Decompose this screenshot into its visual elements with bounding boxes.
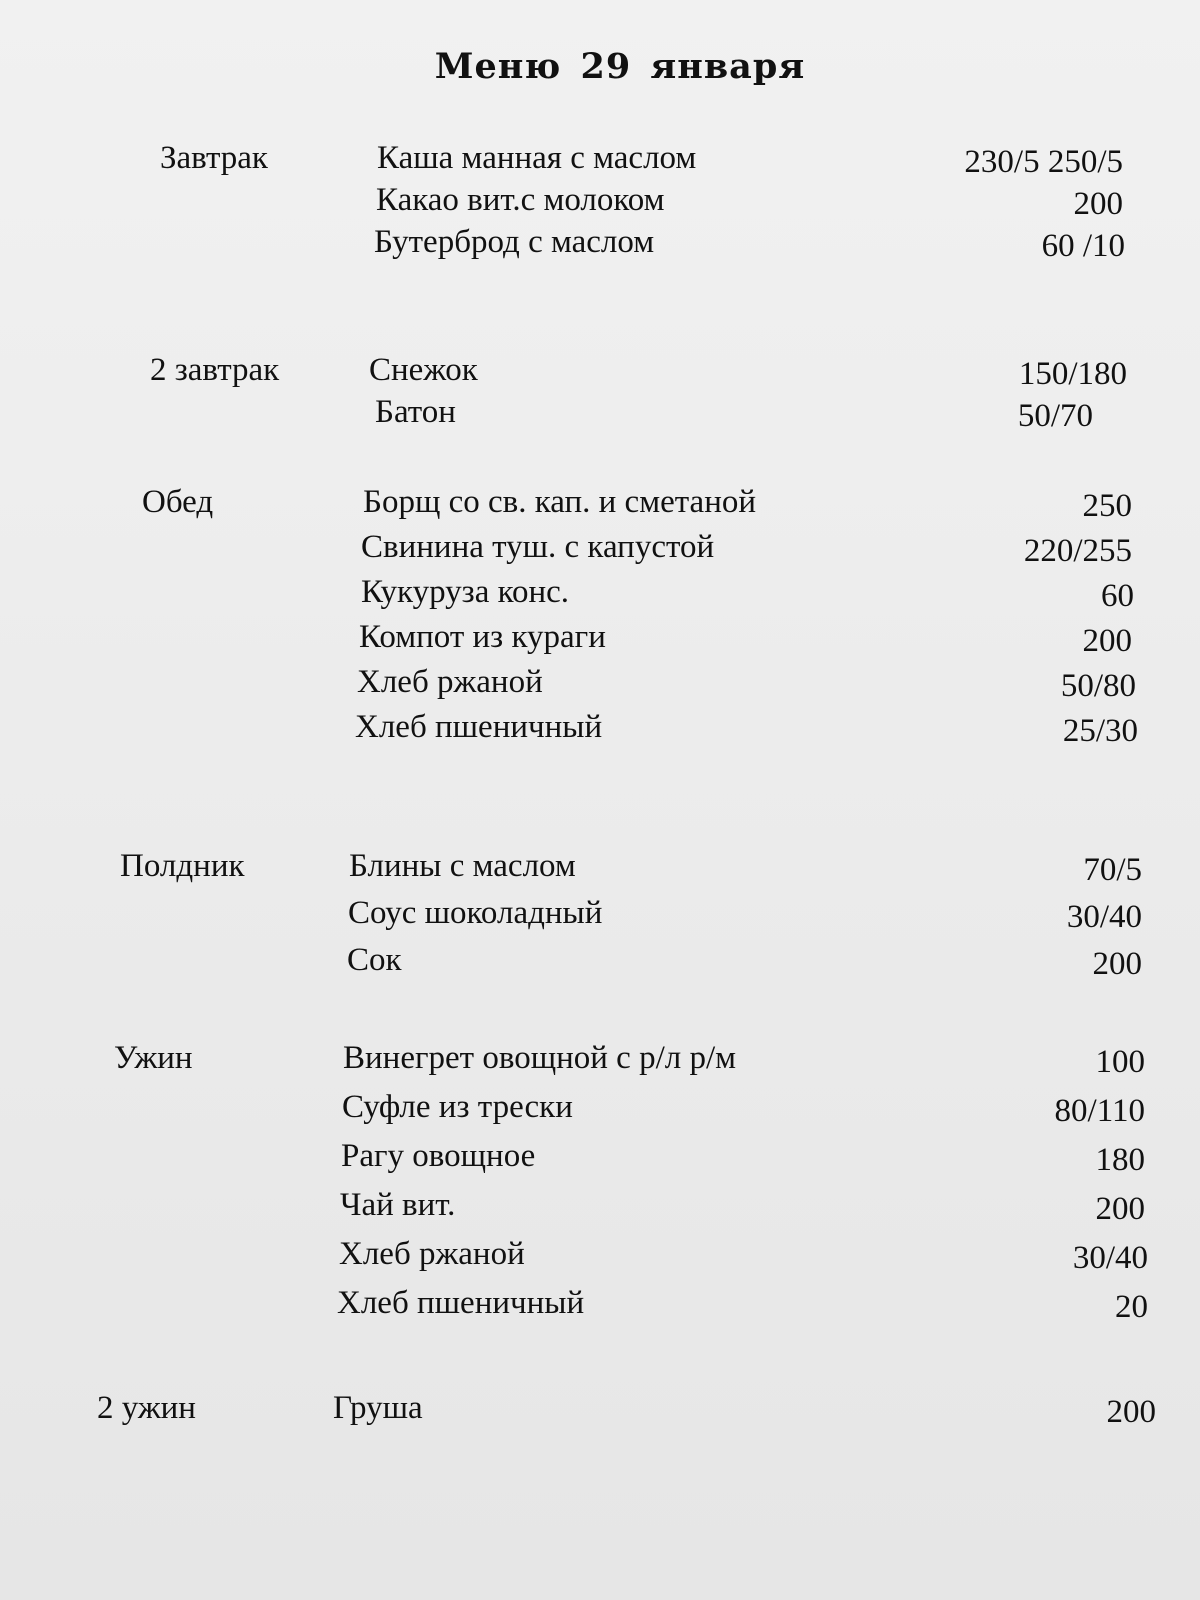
dish-name: Рагу овощное [341,1138,536,1174]
dish-name: Бутерброд с маслом [374,224,655,260]
dish-portion: 200 [1095,1191,1145,1227]
dish-name: Кукуруза конс. [361,574,570,610]
dish-portion: 180 [1095,1142,1145,1178]
dish-portion: 50/70 [1017,398,1093,434]
dish-portion: 70/5 [1083,852,1142,888]
menu-item [0,574,1200,619]
menu-item [0,1285,1200,1334]
dish-name: Хлеб пшеничный [337,1285,585,1321]
dish-portion: 25/30 [1062,713,1138,749]
menu-item [0,1390,1200,1432]
dish-list [0,484,1200,754]
menu-item [0,484,1200,529]
dish-list [0,140,1200,266]
menu-item [0,394,1200,436]
dish-portion: 200 [1082,623,1132,659]
dish-portion: 230/5 250/5 [964,144,1123,180]
menu-item [0,664,1200,709]
dish-name: Борщ со св. кап. и сметаной [363,484,757,520]
meal-name: Ужин [114,1040,193,1076]
menu-item [0,848,1200,895]
dish-portion: 20 [1115,1289,1148,1325]
dish-portion: 60 [1101,578,1134,614]
dish-portion: 200 [1073,186,1123,222]
dish-portion: 250 [1082,488,1132,524]
dish-name: Хлеб ржаной [357,664,543,700]
menu-item [0,224,1200,266]
meal-name: 2 ужин [97,1390,196,1426]
dish-portion: 30/40 [1072,1240,1148,1276]
meal-name: Полдник [120,848,245,884]
dish-portion: 200 [1092,946,1142,982]
dish-name: Какао вит.с молоком [376,182,665,218]
menu-item [0,529,1200,574]
meal-name: 2 завтрак [150,352,280,388]
menu-item [0,1040,1200,1089]
dish-portion: 30/40 [1066,899,1142,935]
menu-item [0,1138,1200,1187]
dish-name: Груша [333,1390,423,1426]
dish-portion: 200 [1106,1394,1156,1430]
dish-name: Хлеб ржаной [339,1236,525,1272]
menu-item [0,352,1200,394]
dish-list [0,848,1200,989]
dish-name: Блины с маслом [349,848,576,884]
menu-item [0,1236,1200,1285]
dish-name: Хлеб пшеничный [355,709,603,745]
meal-name: Обед [142,484,214,520]
dish-list [0,1390,1200,1432]
meal-name: Завтрак [160,140,268,176]
menu-item [0,182,1200,224]
dish-name: Снежок [369,352,478,388]
menu-item [0,1089,1200,1138]
dish-portion: 150/180 [1018,356,1127,392]
dish-name: Суфле из трески [342,1089,573,1125]
dish-name: Сок [347,942,402,978]
menu-item [0,1187,1200,1236]
dish-list [0,1040,1200,1334]
dish-portion: 220/255 [1023,533,1132,569]
dish-list [0,352,1200,436]
dish-portion: 60 /10 [1041,228,1125,264]
menu-item [0,140,1200,182]
dish-portion: 100 [1095,1044,1145,1080]
dish-portion: 80/110 [1054,1093,1145,1129]
dish-name: Свинина туш. с капустой [361,529,715,565]
dish-portion: 50/80 [1060,668,1136,704]
dish-name: Каша манная с маслом [377,140,697,176]
dish-name: Компот из кураги [359,619,606,655]
menu-item [0,942,1200,989]
menu-title: Меню 29 января [434,46,806,87]
dish-name: Чай вит. [340,1187,456,1223]
menu-item [0,619,1200,664]
dish-name: Винегрет овощной с р/л р/м [343,1040,737,1076]
menu-item [0,709,1200,754]
dish-name: Батон [375,394,456,430]
dish-name: Соус шоколадный [348,895,603,931]
menu-item [0,895,1200,942]
